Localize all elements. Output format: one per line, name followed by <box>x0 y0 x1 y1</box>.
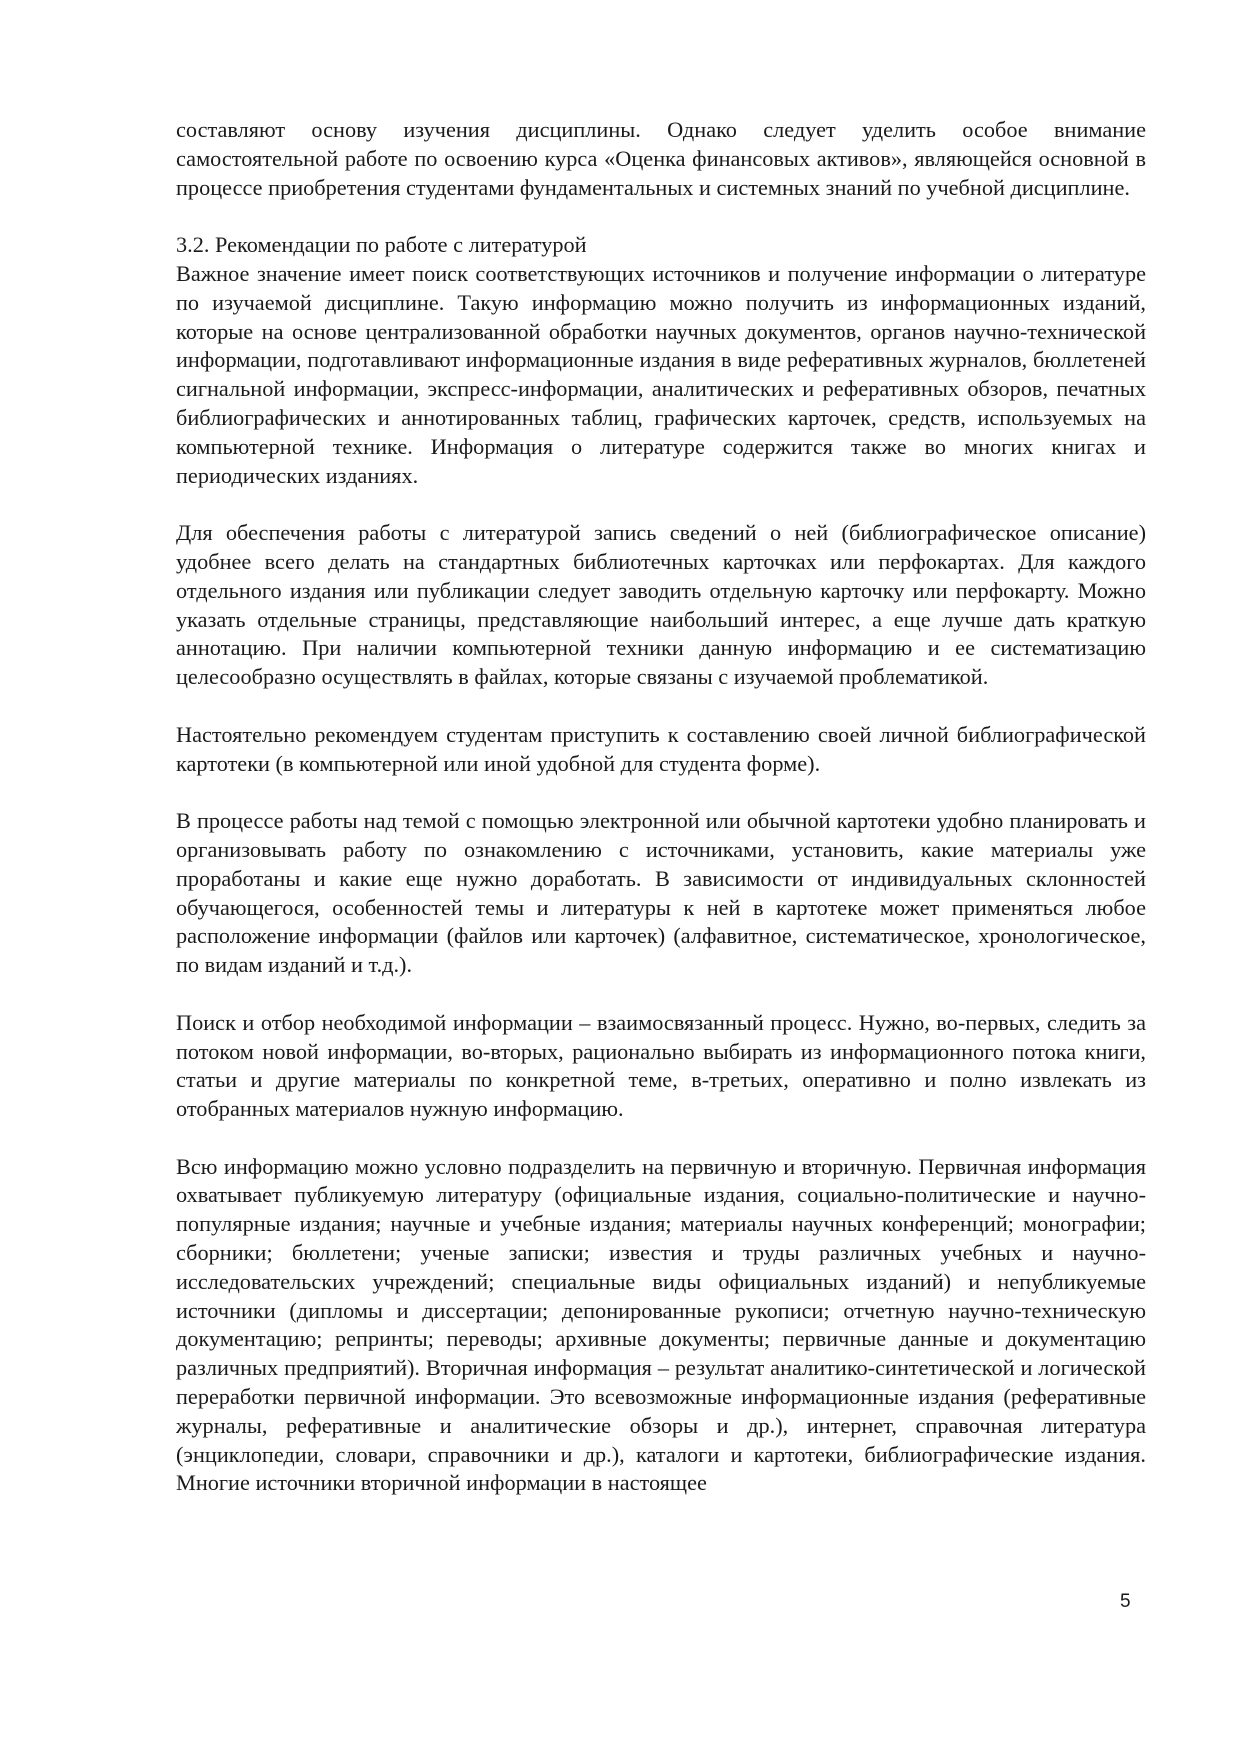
paragraph-work-planning: В процессе работы над темой с помощью электронной или обычной картотеки удобно планировать и организовывать работу по ознакомлению с источниками, установить, какие материалы уже проработаны и какие еще нужно доработать. В зависимости от индивидуальных склонностей обучающегося, особенностей темы и литературы к ней в картотеке может применяться любое расположение информации (файлов или карточек) (алфавитное, систематическое, хронологическое, по видам изданий и т.д.). <box>176 808 1146 978</box>
paragraph-information-selection: Поиск и отбор необходимой информации – взаимосвязанный процесс. Нужно, во-первых, следить за потоком новой информации, во-вторых, рационально выбирать из информационного потока книги, статьи и другие материалы по конкретной теме, в-третьих, оперативно и полно извлекать из отобранных материалов нужную информацию. <box>176 1009 1146 1122</box>
body-text <box>176 116 1146 1498</box>
paragraph-bibliographic-records: Для обеспечения работы с литературой запись сведений о ней (библиографическое описание) удобнее всего делать на стандартных библиотечных карточках или перфокартах. Для каждого отдельного издания или публикации следует заводить отдельную карточку или перфокарту. Можно указать отдельные страницы, представляющие наибольший интерес, а еще лучше дать краткую аннотацию. При наличии компьютерной техники данную информацию и ее систематизацию целесообразно осуществлять в файлах, которые связаны с изучаемой проблематикой. <box>176 520 1146 690</box>
paragraph-primary-secondary-info: Всю информацию можно условно подразделить на первичную и вторичную. Первичная информация охватывает публикуемую литературу (официальные издания, социально-политические и научно-популярные издания; научные и учебные издания; материалы научных конференций; монографии; сборники; бюллетени; ученые записки; известия и труды различных учебных и научно-исследовательских учреждений; специальные виды официальных изданий) и непубликуемые источники (дипломы и диссертации; депонированные рукописи; отчетную научно-техническую документацию; репринты; переводы; архивные документы; первичные данные и документацию различных предприятий). Вторичная информация – результат аналитико-синтетической и логической переработки первичной информации. Это всевозможные информационные издания (реферативные журналы, реферативные и аналитические обзоры и др.), интернет, справочная литература (энциклопедии, словари, справочники и др.), каталоги и картотеки, библиографические издания. Многие источники вторичной информации в настоящее <box>176 1153 1146 1496</box>
paragraph-intro-continuation: составляют основу изучения дисциплины. Однако следует уделить особое внимание самостоятельной работе по освоению курса «Оценка финансовых активов», являющейся основной в процессе приобретения студентами фундаментальных и системных знаний по учебной дисциплине. <box>176 117 1146 200</box>
paragraph-literature-search: Важное значение имеет поиск соответствующих источников и получение информации о литературе по изучаемой дисциплине. Такую информацию можно получить из информационных изданий, которые на основе централизованной обработки научных документов, органов научно-технической информации, подготавливают информационные издания в виде реферативных журналов, бюллетеней сигнальной информации, экспресс-информации, аналитических и реферативных обзоров, печатных библиографических и аннотированных таблиц, графических карточек, средств, используемых на компьютерной технике. Информация о литературе содержится также во многих книгах и периодических изданиях. <box>176 260 1146 488</box>
section-heading: 3.2. Рекомендации по работе с литературой <box>176 232 587 258</box>
page-number: 5 <box>1120 1591 1131 1612</box>
paragraph-card-index-recommendation: Настоятельно рекомендуем студентам приступить к составлению своей личной библиографической картотеки (в компьютерной или иной удобной для студента форме). <box>176 721 1146 776</box>
